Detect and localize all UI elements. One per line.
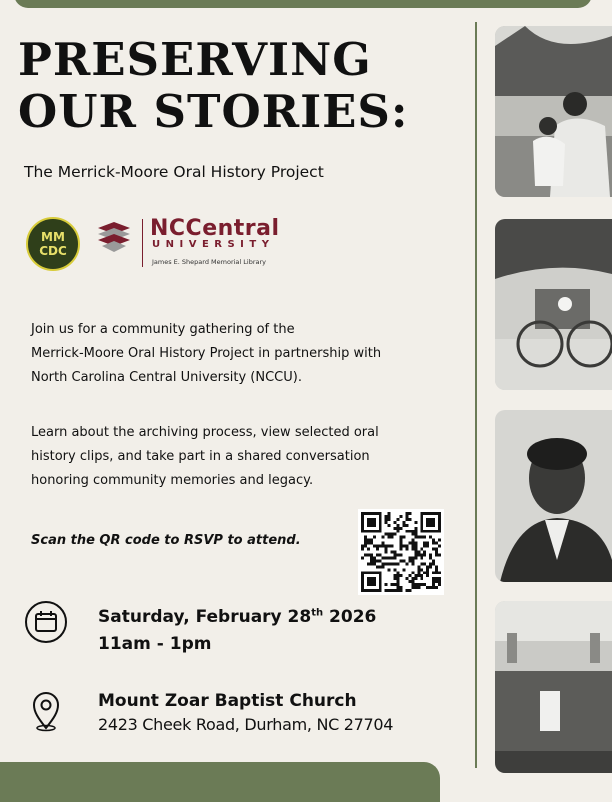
event-date [98,607,376,627]
event-address: 2423 Cheek Road, Durham, NC 27704 [98,715,394,734]
event-venue: Mount Zoar Baptist Church [98,691,357,711]
details-line-1: Learn about the archiving process, view selected oral [31,425,379,440]
event-date-prefix: Saturday, February 28 [98,607,312,627]
nccu-emblem-icon [98,222,130,252]
intro-paragraph [31,318,451,390]
photo-father-and-child [495,26,612,197]
location-pin-icon [24,688,68,732]
page-title [18,34,458,138]
photo-portrait-man [495,410,612,582]
vertical-divider [475,22,477,768]
intro-line-3: North Carolina Central University (NCCU). [31,370,302,385]
intro-line-2: Merrick-Moore Oral History Project in partnership with [31,346,382,361]
mmcdc-logo-line-1: MM [41,230,65,244]
details-line-3: honoring community memories and legacy. [31,473,314,488]
nccu-logo-name: NCCentral [150,216,280,241]
details-line-2: history clips, and take part in a shared conversation [31,449,370,464]
title-line-2: OUR STORIES: [18,85,409,138]
title-line-1: PRESERVING [18,33,372,86]
details-paragraph [31,421,451,493]
photo-church-gathering [495,601,612,773]
nccu-logo-university: UNIVERSITY [152,239,275,250]
event-year: 2026 [323,607,377,627]
event-date-suffix: th [311,607,324,619]
event-time: 11am - 1pm [98,634,212,654]
subtitle: The Merrick-Moore Oral History Project [24,163,324,181]
mmcdc-logo [26,217,80,271]
photo-horse-carriage [495,219,612,390]
rsvp-qr-code[interactable] [358,509,444,595]
top-accent-bar [14,0,592,8]
calendar-icon [24,600,68,644]
nccu-logo-library: James E. Shepard Memorial Library [152,258,267,266]
bottom-accent-bar [0,762,440,802]
nccu-logo-separator [142,219,143,267]
rsvp-instruction: Scan the QR code to RSVP to attend. [31,533,301,548]
mmcdc-logo-line-2: CDC [39,244,67,258]
intro-line-1: Join us for a community gathering of the [31,322,295,337]
